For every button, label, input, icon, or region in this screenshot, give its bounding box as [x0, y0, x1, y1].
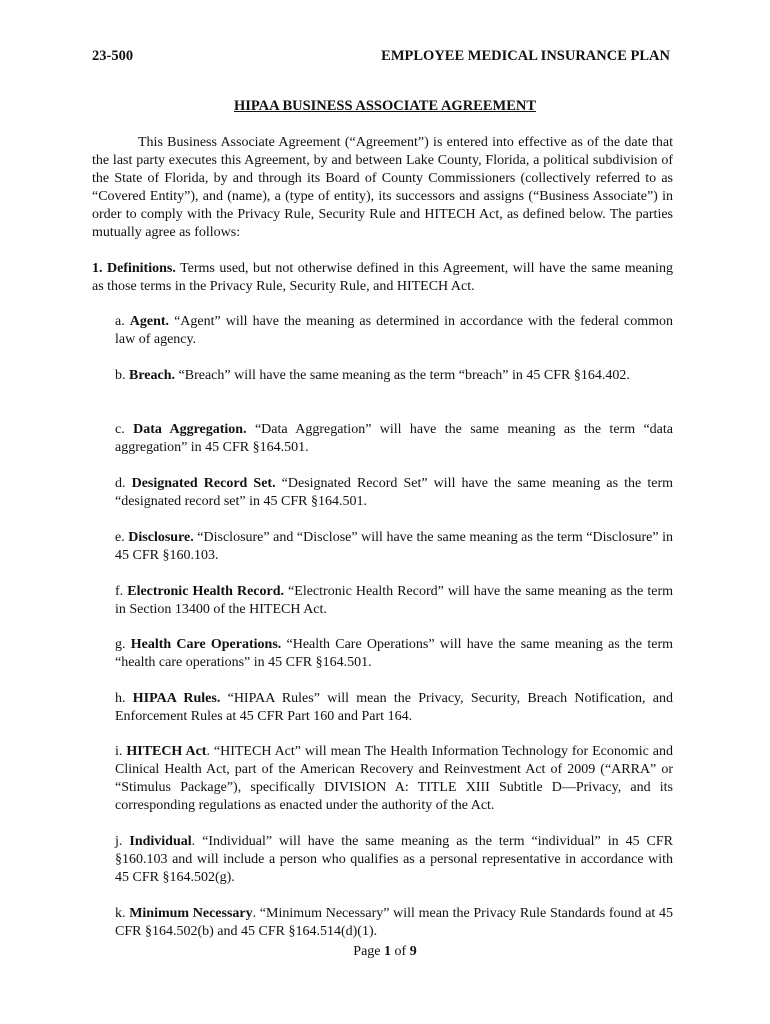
item-letter: d.: [115, 476, 126, 491]
definition-text: “Breach” will have the same meaning as the term “breach” in 45 CFR §164.402.: [175, 368, 630, 383]
item-letter: a.: [115, 314, 125, 329]
item-letter: h.: [115, 691, 126, 706]
definition-text: “Electronic Health Record” will have the same meaning as the term in Section 13400 of the HITECH Act.: [115, 584, 674, 617]
definition-text: . “Individual” will have the same meaning as the term “individual” in 45 CFR §160.103 and will include a person who qualifies as a personal representative in accordance with 45 CFR §164.502(g).: [115, 834, 674, 885]
definition-item: [115, 529, 673, 565]
definition-item: [115, 313, 673, 349]
intro-paragraph: This Business Associate Agreement (“Agreement”) is entered into effective as of the date that the last party executes this Agreement, by and between Lake County, Florida, a political subdivision of the State of Florida, by and through its Board of County Commissioners (collectively referred to as “Covered Entity”), and (name), a (type of entity), its successors and assigns (“Business Associate”) in order to comply with the Privacy Rule, Security Rule and HITECH Act, as defined below. The parties mutually agree as follows:: [92, 135, 673, 240]
current-page-number: 1: [384, 944, 392, 959]
definition-text: “Health Care Operations” will have the same meaning as the term “health care operations” in 45 CFR §164.501.: [115, 637, 673, 670]
definition-term: Electronic Health Record.: [127, 584, 284, 599]
definition-item: [115, 421, 673, 457]
definition-term: Agent.: [129, 314, 170, 329]
definition-item: [115, 690, 673, 726]
definition-term: Health Care Operations.: [130, 637, 282, 652]
document-header-title: EMPLOYEE MEDICAL INSURANCE PLAN: [381, 48, 670, 64]
definition-term: Data Aggregation.: [133, 422, 247, 437]
section-1-text: Terms used, but not otherwise defined in this Agreement, will have the same meaning as those terms in the Privacy Rule, Security Rule, and HITECH Act.: [92, 261, 673, 294]
definition-text: “Agent” will have the meaning as determined in accordance with the federal common law of agency.: [115, 314, 673, 347]
item-letter: k.: [115, 906, 126, 921]
definition-term: Designated Record Set.: [131, 476, 276, 491]
definition-text: “HIPAA Rules” will mean the Privacy, Security, Breach Notification, and Enforcement Rules at 45 CFR Part 160 and Part 164.: [115, 691, 673, 724]
item-letter: f.: [115, 584, 124, 599]
item-letter: e.: [115, 530, 125, 545]
page-label: Page: [353, 944, 385, 959]
definition-item: [115, 636, 673, 672]
definition-text: . “Minimum Necessary” will mean the Privacy Rule Standards found at 45 CFR §164.502(b) and 45 CFR §164.514(d)(1).: [115, 906, 673, 939]
definition-term: Minimum Necessary: [129, 906, 253, 921]
page-footer: [0, 944, 770, 960]
definition-item: [115, 833, 673, 887]
section-1-label: 1. Definitions.: [92, 261, 176, 276]
agreement-title: HIPAA BUSINESS ASSOCIATE AGREEMENT: [233, 98, 537, 114]
item-letter: b.: [115, 368, 126, 383]
definition-item: [115, 475, 673, 511]
definition-text: “Designated Record Set” will have the same meaning as the term “designated record set” in 45 CFR §164.501.: [115, 476, 674, 509]
definition-item: [115, 583, 673, 619]
definition-term: HIPAA Rules.: [132, 691, 221, 706]
definition-term: Disclosure.: [128, 530, 194, 545]
definition-item: [115, 905, 673, 941]
item-letter: i.: [115, 744, 123, 759]
page-of-label: of: [391, 944, 410, 959]
definition-item: [115, 367, 673, 385]
document-number: 23-500: [92, 48, 134, 64]
definition-item: [115, 743, 673, 815]
item-letter: c.: [115, 422, 125, 437]
total-pages-number: 9: [409, 944, 417, 959]
definition-text: . “HITECH Act” will mean The Health Information Technology for Economic and Clinical Health Act, part of the American Recovery and Reinvestment Act of 2009 (“ARRA” or “Stimulus Package”), specifically DIVISION A: TITLE XIII Subtitle D—Privacy, and its corresponding regulations as enacted under the authority of the Act.: [115, 744, 673, 813]
definition-text: “Disclosure” and “Disclose” will have the same meaning as the term “Disclosure” in 45 CFR §160.103.: [115, 530, 674, 563]
item-letter: g.: [115, 637, 126, 652]
section-1-definitions: [92, 260, 673, 296]
definition-term: Individual: [129, 834, 192, 849]
definition-term: Breach.: [129, 368, 176, 383]
definition-text: “Data Aggregation” will have the same meaning as the term “data aggregation” in 45 CFR §164.501.: [115, 422, 673, 455]
definition-term: HITECH Act: [126, 744, 207, 759]
item-letter: j.: [115, 834, 123, 849]
